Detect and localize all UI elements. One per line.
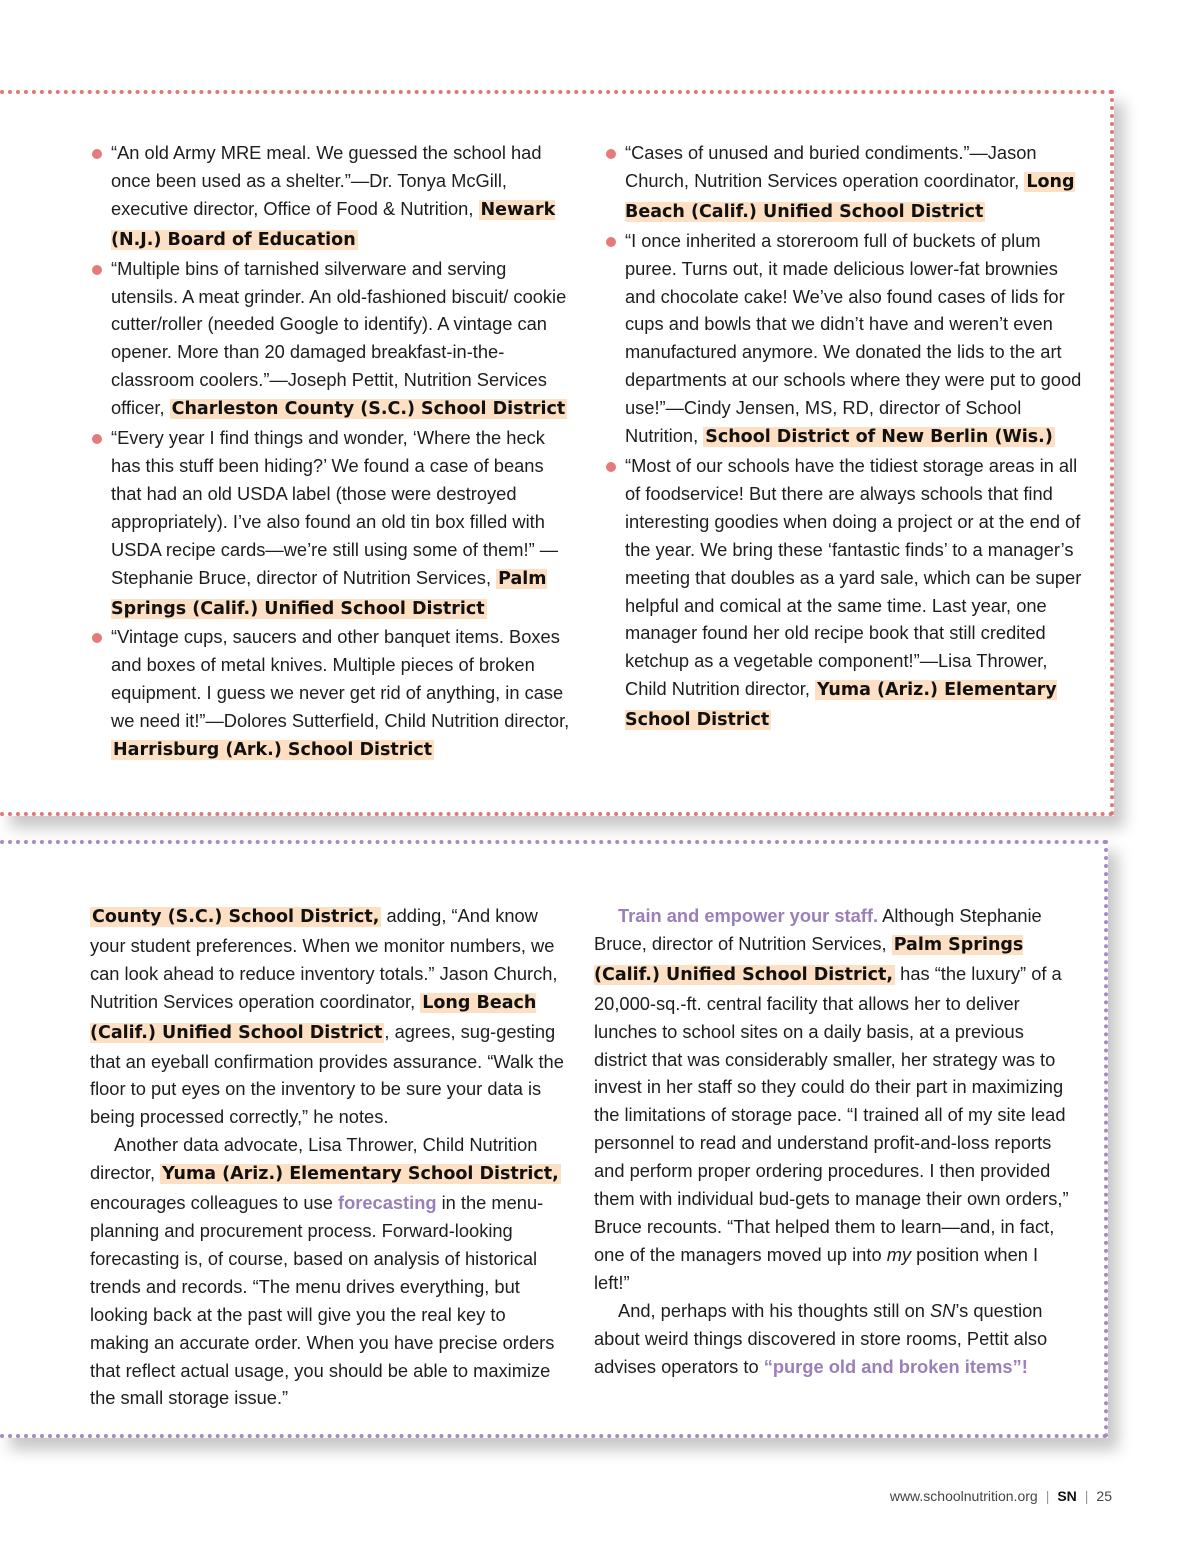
district-highlight: Palm Springs (Calif.) Unified School District [111, 568, 547, 619]
quote-item: “I once inherited a storeroom full of buckets of plum puree. Turns out, it made delicious lower-fat brownies and chocolate cake! We’ve also found cases of lids for cups and bowls that we didn’t have and weren’t even manufactured anymore. We donated the lids to the art departments at our schools where they were put to good use!”—Cindy Jensen, MS, RD, director of School Nutrition, School District of New Berlin (Wis.) [604, 227, 1082, 452]
bottom-left-column [90, 902, 566, 1412]
section-subhead: Train and empower your staff. [618, 905, 879, 926]
district-highlight: County (S.C.) School District, [92, 907, 380, 927]
district-highlight: Long Beach (Calif.) Unified School District [625, 171, 1075, 222]
quote-item: “An old Army MRE meal. We guessed the school had once been used as a shelter.”—Dr. Tonya McGill, executive director, Office of Food & Nutrition, Newark (N.J.) Board of Education [90, 139, 574, 255]
quote-item: “Multiple bins of tarnished silverware and serving utensils. A meat grinder. An old-fashioned biscuit/ cookie cutter/roller (needed Google to identify). A vintage can opener. More than 20 damaged breakfast-in-the-classroom coolers.”—Joseph Pettit, Nutrition Services officer, Charleston County (S.C.) School District [90, 255, 574, 424]
district-highlight: Yuma (Ariz.) Elementary School District [625, 680, 1057, 731]
magazine-name: SN [1057, 1488, 1077, 1504]
paragraph: Train and empower your staff. Although Stephanie Bruce, director of Nutrition Services, Palm Springs (Calif.) Unified School District, has “the luxury” of a 20,000-sq.-ft. central facility that allows her to deliver lunches to school sites on a daily basis, at a previous district that was considerably smaller, her strategy was to invest in her staff so they could do their part in maximizing the limitations of storage pace. “I trained all of my site lead personnel to read and understand profit-and-loss reports and perform proper ordering procedures. I then provided them with individual bud-gets to manage their own orders,” Bruce recounts. “That helped them to learn—and, in fact, one of the managers moved up into my position when I left!” [594, 905, 1069, 1293]
quotes-list-left [90, 139, 574, 765]
district-highlight: Long Beach (Calif.) Unified School District [90, 992, 537, 1043]
district-highlight: Newark (N.J.) Board of Education [111, 199, 556, 250]
website-url[interactable]: www.schoolnutrition.org [889, 1488, 1038, 1504]
quote-item: “Most of our schools have the tidiest storage areas in all of foodservice! But there are always schools that find interesting goodies when doing a project or at the end of the year. We bring these ‘fantastic finds’ to a manager’s meeting that doubles as a yard sale, which can be super helpful and comical at the same time. Last year, one manager found her old recipe book that still credited ketchup as a vegetable component!”—Lisa Thrower, Child Nutrition director, Yuma (Ariz.) Elementary School District [604, 452, 1082, 735]
district-highlight: Harrisburg (Ark.) School District [113, 740, 433, 761]
paragraph: Another data advocate, Lisa Thrower, Child Nutrition director, Yuma (Ariz.) Elementary School District, encourages colleagues to use forecasting in the menu-planning and procurement process. Forward-looking forecasting is, of course, based on analysis of historical trends and records. “The menu drives everything, but looking back at the past will give you the real key to making an accurate order. When you have precise orders that reflect actual usage, you should be able to maximize the small storage issue.” [90, 1134, 559, 1409]
page-number: 25 [1096, 1488, 1112, 1504]
quote-item: “Vintage cups, saucers and other banquet items. Boxes and boxes of metal knives. Multiple pieces of broken equipment. I guess we never get rid of anything, in case we need it!”—Dolores Sutterfield, Child Nutrition director, Harrisburg (Ark.) School District [90, 623, 574, 765]
quote-item: “Every year I find things and wonder, ‘Where the heck has this stuff been hiding?’ We found a case of beans that had an old USDA label (those were destroyed appropriately). I’ve also found an old tin box filled with USDA recipe cards—we’re still using some of them!” —Stephanie Bruce, director of Nutrition Services, Palm Springs (Calif.) Unified School District [90, 424, 574, 623]
quote-item: “Cases of unused and buried condiments.”—Jason Church, Nutrition Services operation coordinator, Long Beach (Calif.) Unified School District [604, 139, 1082, 227]
paragraph: County (S.C.) School District, adding, “And know your student preferences. When we monitor numbers, we can look ahead to reduce inventory totals.” Jason Church, Nutrition Services operation coordinator, Long Beach (Calif.) Unified School District , agrees, sug-gesting that an eyeball confirmation provides assurance. “Walk the floor to put eyes on the inventory to be sure your data is being processed correctly,” he notes. [90, 905, 564, 1128]
footer-divider: | [1045, 1488, 1050, 1504]
district-highlight: Yuma (Ariz.) Elementary School District, [162, 1164, 559, 1185]
quotes-list-right [604, 139, 1082, 735]
forecasting-link[interactable]: forecasting [337, 1192, 437, 1214]
purge-items-link[interactable]: “purge old and broken items”! [763, 1355, 1028, 1377]
bottom-right-column [594, 902, 1072, 1380]
page-footer [890, 1488, 1112, 1504]
district-highlight: School District of New Berlin (Wis.) [705, 427, 1053, 448]
district-highlight: Charleston County (S.C.) School District [171, 399, 566, 420]
district-highlight: Palm Springs (Calif.) Unified School District, [594, 934, 1024, 985]
top-right-column [604, 139, 1082, 735]
footer-divider: | [1084, 1488, 1089, 1504]
paragraph: And, perhaps with his thoughts still on SN’s question about weird things discovered in store rooms, Pettit also advises operators to “purge old and broken items”! [594, 1299, 1048, 1377]
top-left-column [90, 139, 574, 765]
